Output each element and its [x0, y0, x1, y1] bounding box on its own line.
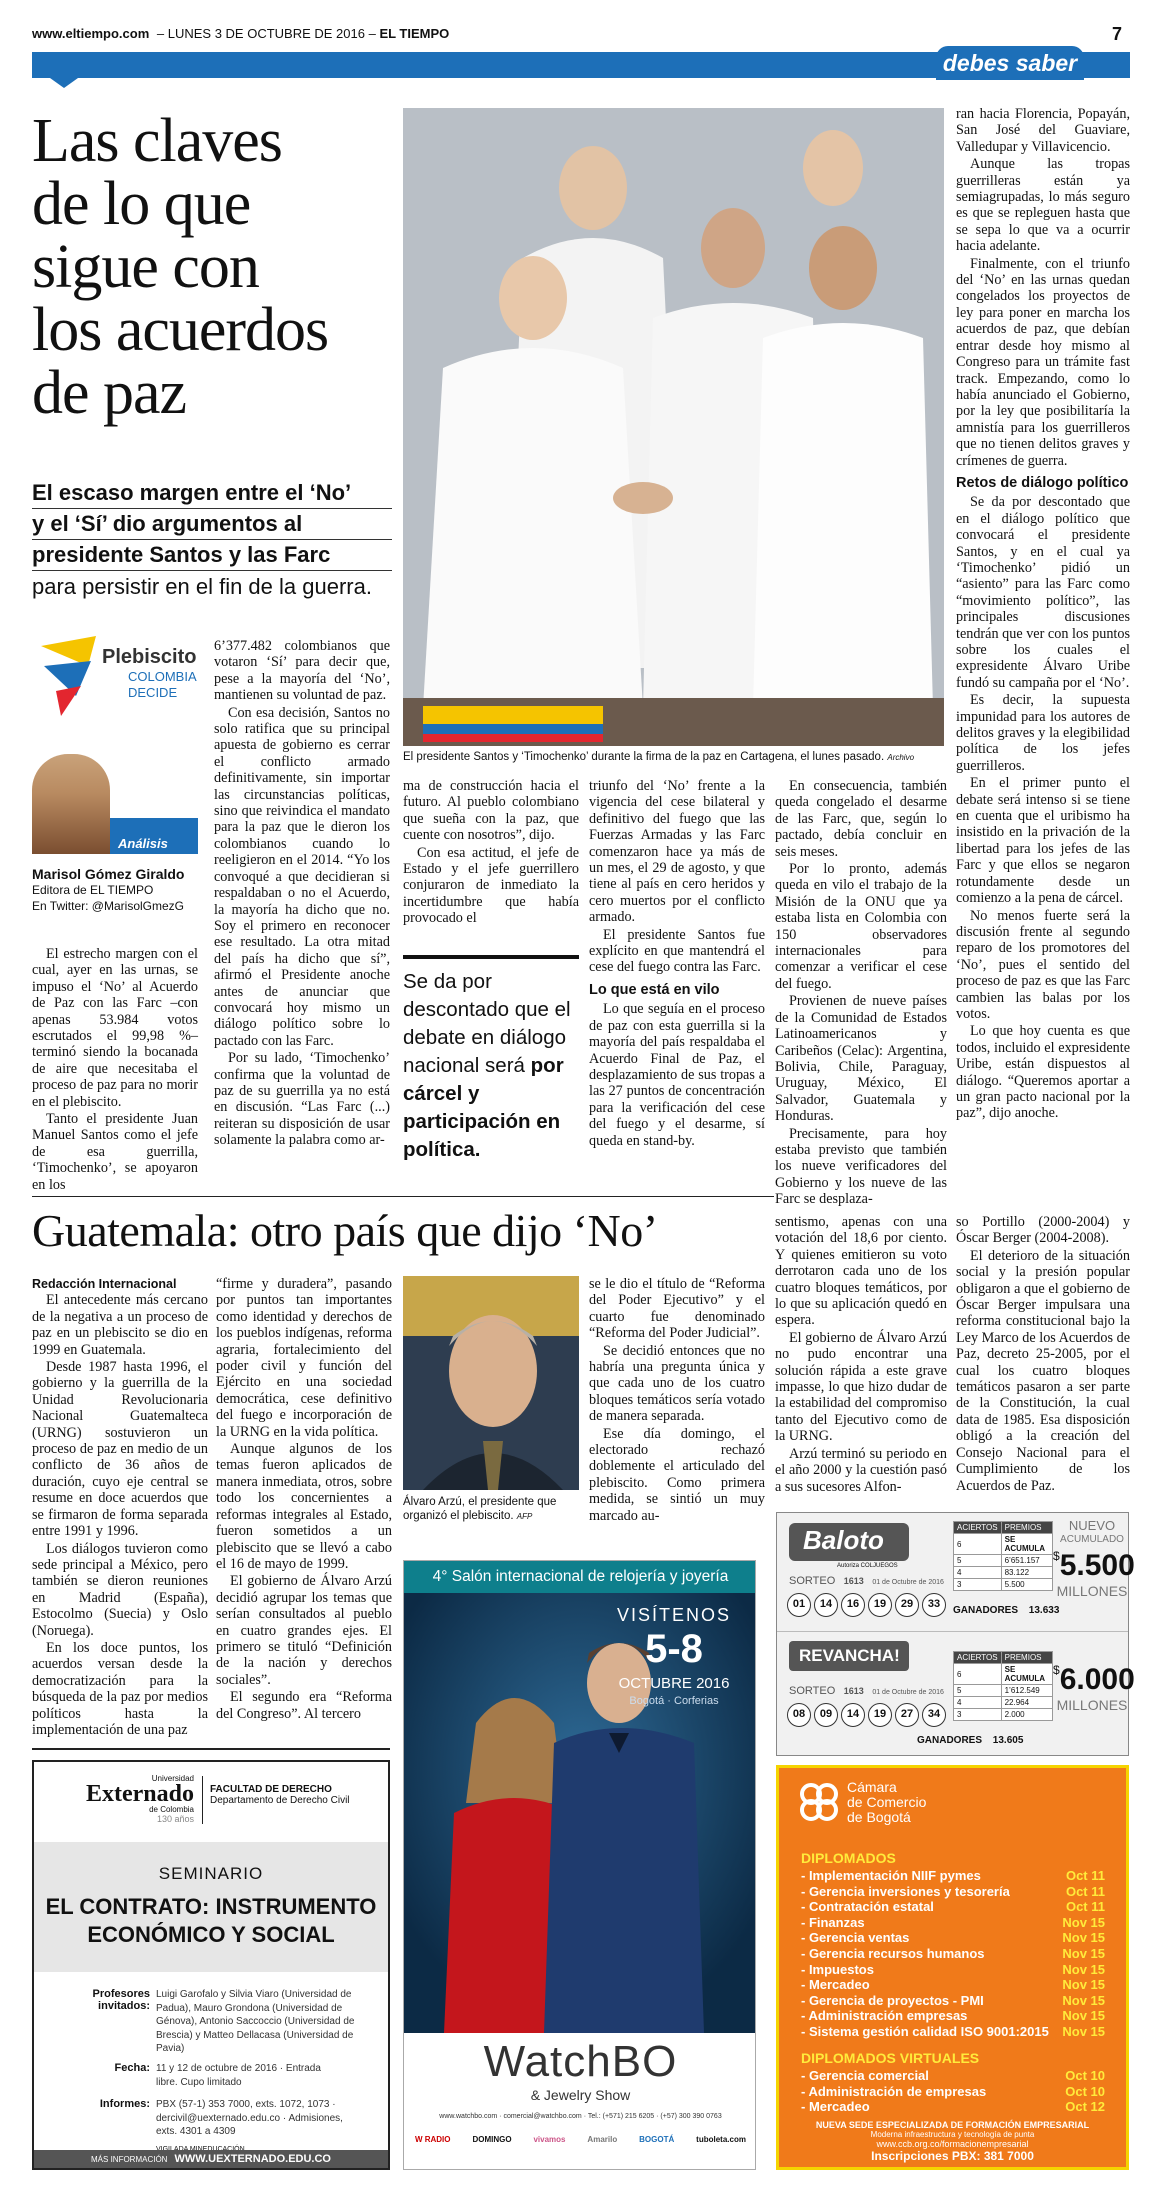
- lotto-ball: 19: [868, 1703, 892, 1727]
- analisis-label: Análisis: [118, 836, 168, 851]
- paragraph: Provienen de nueve países de la Comunidad de Estados Latinoamericanos y Caribeños (Celac): Argentina, Bolivia, Chile, Paraguay, Uruguay, México, El Salvador, Guatemala y Honduras.: [775, 993, 947, 1125]
- lotto-ball: 19: [868, 1593, 892, 1617]
- table-cell: 5: [954, 1685, 1002, 1697]
- author-name: Marisol Gómez Giraldo: [32, 866, 185, 882]
- headline-line: de lo que: [32, 170, 251, 238]
- paragraph: Finalmente, con el triunfo del ‘No’ en las urnas quedan congelados los proyectos de ley para poner en marcha los acuerdos de paz, que debían entrar desde hoy mismo al Congreso para un trámite fast track. Empezando, como lo había anunciado el Gobierno, por la ley que posibilitaría la amnistía para los guerrilleros que no tienen delitos graves y crímenes de guerra.: [956, 255, 1130, 469]
- section-divider: [32, 1196, 774, 1197]
- footer-url[interactable]: WWW.UEXTERNADO.EDU.CO: [174, 2153, 331, 2165]
- course-date: Nov 15: [1062, 1930, 1105, 1946]
- lotto-ball: 14: [841, 1703, 865, 1727]
- revancha-jackpot: [1053, 1663, 1135, 1713]
- logo-divider: [202, 1776, 203, 1824]
- diplomados-list: [779, 1868, 1119, 2040]
- course-date: Nov 15: [1062, 2023, 1105, 2039]
- externado-logo: [74, 1774, 194, 1824]
- baloto-brand: Baloto: [803, 1525, 884, 1555]
- watchbo-dates: 5-8: [645, 1627, 703, 1671]
- guests-text: Luigi Garofalo y Silvia Viaro (Universidad de Padua), Mauro Grondona (Universidad de Génova), Antonio Saccoccio (Universidad de Brescia) y Matteo Dellacasa (Universidad de Pavia): [156, 1989, 355, 2054]
- winners-count: 13.633: [1028, 1605, 1060, 1616]
- revancha-divider: [777, 1631, 1128, 1632]
- course-name: - Gerencia de proyectos - PMI: [801, 1992, 984, 2008]
- section-tab: [936, 46, 1084, 80]
- paragraph: Aunque las tropas guerrilleras están ya semiagrupadas, lo más seguro es que se repleguen hasta que se sepa lo que va a ocurrir hacia adelante.: [956, 156, 1130, 255]
- revancha-sorteo: [789, 1685, 944, 1697]
- guatemala-col-1: [32, 1276, 208, 1739]
- paragraph: El deterioro de la situación social y la presión popular obligaron a que el gobierno de Óscar Berger impulsara una reforma constitucional bajo la Ley Marco de los Acuerdos de Paz, decreto 25-2005, por el cual los cuatro bloques temáticos pasaron a ser parte de la Constitución, la cual data de 1985. Esa disposición obligó a la creación del Consejo Nacional para el Cumplimiento de los Acuerdos de Paz.: [956, 1247, 1130, 1494]
- sorteo-num: 1613: [843, 1686, 864, 1696]
- baloto-balls: [787, 1593, 949, 1617]
- ccb-name-1: Cámara: [847, 1779, 897, 1795]
- paragraph: Se da por descontado que en el diálogo político que convocará el presidente Santos, y en el cual ya ‘Timochenko’ pidió un “asiento” para las Farc como “movimiento político”, las principales discusiones tendrán que ver con los puntos sobre los cuales el expresidente Álvaro Uribe fundó su campaña por el ‘No’.: [956, 494, 1130, 691]
- winners-label: GANADORES: [917, 1735, 983, 1746]
- watchbo-contact[interactable]: www.watchbo.com · comercial@watchbo.com · Tel.: (+571) 215 6205 · (+57) 300 390 0763: [439, 2113, 722, 2120]
- headline-line: Las claves: [32, 107, 282, 175]
- article-col-1: [32, 946, 198, 1194]
- lotto-ball: 29: [895, 1593, 919, 1617]
- paragraph: En los doce puntos, los acuerdos versan desde la democratización para la búsqueda de la paz por medios políticos hasta la implementación de una paz: [32, 1639, 208, 1738]
- paragraph: Es decir, la supuesta impunidad para los autores de delitos graves y la elegibilidad política de los jefes guerrilleros.: [956, 692, 1130, 774]
- course-name: - Administración empresas: [801, 2008, 968, 2024]
- baloto-ad[interactable]: [776, 1512, 1135, 1756]
- paragraph: El estrecho margen con el cual, ayer en las urnas, se impuso el ‘No’ al Acuerdo de Paz con las Farc –con apenas 53.984 votos escrutados el 99,98 %– terminó siendo la bocanada de aire que necesitaba el proceso de paz para no morir en el plebiscito.: [32, 946, 198, 1110]
- article-col-5: [775, 778, 947, 1209]
- arzu-photo: [403, 1276, 579, 1490]
- course-date: Oct 10: [1065, 2083, 1105, 2099]
- ccb-footer-2: Moderna infraestructura y tecnología de punta: [870, 2130, 1035, 2139]
- seminar-title-2: ECONÓMICO Y SOCIAL: [87, 1922, 335, 1947]
- list-item[interactable]: [779, 1915, 1119, 1931]
- list-item[interactable]: [779, 1962, 1119, 1978]
- list-item[interactable]: [779, 2068, 1119, 2084]
- plebiscito-line2: DECIDE: [128, 685, 178, 700]
- table-cell: 6: [954, 1664, 1002, 1685]
- course-date: Oct 11: [1065, 1883, 1105, 1899]
- lotto-ball: 34: [922, 1703, 946, 1727]
- byline: Redacción Internacional: [32, 1277, 177, 1291]
- sorteo-num: 1613: [843, 1576, 864, 1586]
- revancha-brand: REVANCHA!: [799, 1646, 900, 1665]
- paragraph: ran hacia Florencia, Popayán, San José del Guaviare, Valledupar y Villavicencio.: [956, 106, 1130, 155]
- table-cell: 2.000: [1001, 1709, 1052, 1721]
- deck-line: El escaso margen entre el ‘No’: [32, 478, 392, 509]
- course-date: Nov 15: [1062, 1992, 1105, 2008]
- jackpot-currency: $: [1053, 1549, 1060, 1563]
- course-date: Nov 15: [1062, 1945, 1105, 1961]
- course-name: - Gerencia recursos humanos: [801, 1945, 985, 1961]
- paper-name: EL TIEMPO: [379, 26, 450, 41]
- section-name: debes saber: [942, 50, 1078, 76]
- table-cell: 5.500: [1001, 1579, 1052, 1591]
- deck-line: y el ‘Sí’ dio argumentos al: [32, 509, 392, 540]
- arzu-caption: [403, 1495, 579, 1524]
- course-name: - Finanzas: [801, 1914, 865, 1930]
- sorteo-date: 01 de Octubre de 2016: [872, 1689, 944, 1696]
- course-name: - Sistema gestión calidad ISO 9001:2015: [801, 2023, 1049, 2039]
- watchbo-month: OCTUBRE 2016: [618, 1675, 730, 1692]
- watchbo-visit: VISÍTENOS: [616, 1605, 732, 1625]
- table-cell: 1’612.549: [1001, 1685, 1052, 1697]
- list-item[interactable]: [779, 1899, 1119, 1915]
- paragraph: El segundo era “Reforma del Congreso”. Al tercero: [216, 1689, 392, 1722]
- logo-sub: de Colombia: [149, 1805, 194, 1814]
- info-text: PBX (57-1) 353 7000, exts. 1072, 1073 · dercivil@uexternado.edu.co · Admisiones, exts. 4301 a 4309: [156, 2099, 343, 2137]
- article-col-3: [403, 778, 579, 928]
- course-name: - Administración de empresas: [801, 2083, 987, 2099]
- sponsor-logo: W RADIO: [414, 2135, 451, 2144]
- paragraph: Desde 1987 hasta 1996, el gobierno y la guerrilla de la Unidad Revolucionaria Nacional Guatemalteca (URNG) sostuvieron un proceso de paz en medio de un conflicto de 36 años de duración, cuyo eje central se resume en doce acuerdos que se firmaron de forma separada entre 1991 y 1996.: [32, 1359, 208, 1540]
- paragraph: triunfo del ‘No’ frente a la vigencia del cese bilateral y definitivo del fuego que las Fuerzas Armadas y las Farc comenzaron hace ya más de un mes, el 29 de agosto, y que tiene al país en cero heridos y cero muertos por el conflicto armado.: [589, 778, 765, 926]
- plebiscito-title: Plebiscito: [102, 646, 197, 668]
- baloto-authorized: Autoriza COLJUEGOS: [837, 1563, 898, 1569]
- course-name: - Implementación NIIF pymes: [801, 1868, 981, 1883]
- revancha-logo: [789, 1641, 909, 1671]
- subhead: Lo que está en vilo: [589, 981, 720, 998]
- ccb-footer-1: NUEVA SEDE ESPECIALIZADA DE FORMACIÓN EMPRESARIAL: [815, 2120, 1090, 2130]
- date-text: 11 y 12 de octubre de 2016 · Entrada libre. Cupo limitado: [156, 2063, 321, 2088]
- paragraph: se le dio el título de “Reforma del Poder Ejecutivo” y el cuarto fue denominado “Reforma del Poder Judicial”.: [589, 1276, 765, 1342]
- ccb-name-3: de Bogotá: [847, 1809, 911, 1825]
- table-cell: 5: [954, 1555, 1002, 1567]
- list-item[interactable]: [779, 2084, 1119, 2100]
- baloto-jackpot-label: [1057, 1519, 1127, 1547]
- list-item[interactable]: [779, 2099, 1119, 2115]
- sponsor-logo: Amarilo: [587, 2135, 618, 2144]
- course-name: - Mercadeo: [801, 1977, 870, 1993]
- headline-line: los acuerdos: [32, 296, 329, 364]
- faculty-block: [210, 1784, 350, 1806]
- section-bar-notch: [50, 78, 78, 88]
- paragraph: Tanto el presidente Juan Manuel Santos como el jefe de esa guerrilla, ‘Timochenko’, se apoyaron en los: [32, 1111, 198, 1193]
- deck-line-light: para persistir en el fin de la guerra.: [32, 574, 372, 599]
- main-headline: [32, 107, 392, 427]
- guatemala-col-2: [216, 1276, 392, 1723]
- deck-line: presidente Santos y las Farc: [32, 540, 392, 571]
- paragraph: so Portillo (2000-2004) y Óscar Berger (2004-2008).: [956, 1214, 1130, 1247]
- course-name: - Mercadeo: [801, 2099, 870, 2115]
- table-cell: SE ACUMULA: [1001, 1534, 1052, 1555]
- paragraph: Con esa actitud, el jefe de Estado y el jefe guerrillero conjuraron de inmediato la incertidumbre que había provocado el: [403, 844, 579, 927]
- ccb-name-2: de Comercio: [847, 1794, 927, 1810]
- virtual-title: DIPLOMADOS VIRTUALES: [801, 2050, 980, 2066]
- plebiscito-logo: [36, 632, 206, 722]
- list-item[interactable]: [779, 1946, 1119, 1962]
- table-header: ACIERTOS: [954, 1522, 1002, 1534]
- list-item[interactable]: [779, 1993, 1119, 2009]
- guatemala-col-3: [589, 1276, 765, 1525]
- ccb-logo-icon: [799, 1780, 839, 1824]
- plebiscito-line1: COLOMBIA: [128, 669, 197, 684]
- course-date: Oct 12: [1065, 2099, 1105, 2115]
- paragraph: Aunque algunos de los temas fueron aplicados de manera inmediata, otros, sobre todo los concernientes a reformas integrales al Estado, fueron sometidos a un plebiscito que se llevó a cabo el 16 de mayo de 1999.: [216, 1441, 392, 1572]
- externado-ad[interactable]: [32, 1760, 390, 2170]
- deck: [32, 478, 392, 603]
- paragraph: 6’377.482 colombianos que votaron ‘Sí’ para decir que, pese a la mayoría del ‘No’, mantienen su voluntad de paz.: [214, 638, 390, 704]
- baloto-winners: [953, 1605, 1059, 1616]
- course-name: - Gerencia comercial: [801, 2068, 929, 2083]
- paragraph: Con esa decisión, Santos no solo ratifica que su principal apuesta de gobierno es cerrar el conflicto armado definitivamente, sin importar las circunstancias políticas, sino que reivindica el mandato para la paz que le dieron los colombianos cuando lo reeligieron en el 2014. “Yo los convoqué a que decidieran si respaldaban o no el Acuerdo, la mayoría ha dicho que no. Soy el primero en reconocer ese resultado. La otra mitad del país ha dicho que sí”, afirmó el Presidente anoche antes de anunciar que convocará hoy mismo un diálogo político sobre lo pactado con las Farc.: [214, 704, 390, 1049]
- info-label: Informes:: [99, 2098, 150, 2110]
- course-name: - Contratación estatal: [801, 1899, 934, 1915]
- lotto-ball: 01: [787, 1593, 811, 1617]
- lotto-ball: 16: [841, 1593, 865, 1617]
- winners-count: 13.605: [992, 1735, 1024, 1746]
- paragraph: Por su lado, ‘Timochenko’ confirma que la voluntad de paz de su guerrilla ya no está en discusión. “Las Farc (...) reiteran su disposición de usar solamente la palabra como ar-: [214, 1050, 390, 1149]
- guatemala-col-5: [956, 1214, 1130, 1495]
- department: Departamento de Derecho Civil: [210, 1795, 350, 1806]
- course-date: Nov 15: [1062, 1961, 1105, 1977]
- seminar-kicker: SEMINARIO: [158, 1864, 264, 1883]
- author-photo: [32, 754, 110, 854]
- page-number: 7: [1112, 24, 1123, 44]
- main-photo-caption: [403, 751, 944, 763]
- revancha-table: [953, 1651, 1053, 1721]
- table-cell: 83.122: [1001, 1567, 1052, 1579]
- sponsor-logo: BOGOTÁ: [639, 2135, 675, 2144]
- ccb-footer-3[interactable]: www.ccb.org.co/formacionempresarial: [876, 2139, 1029, 2149]
- baloto-logo: [789, 1523, 909, 1561]
- list-item[interactable]: [779, 1868, 1119, 1884]
- course-date: Oct 11: [1065, 1899, 1105, 1915]
- sponsor-logo: DOMINGO: [472, 2135, 512, 2144]
- site-url[interactable]: www.eltiempo.com: [32, 26, 150, 41]
- table-cell: 3: [954, 1709, 1002, 1721]
- table-cell: 6’651.157: [1001, 1555, 1052, 1567]
- sorteo-label: SORTEO: [789, 1685, 836, 1697]
- guests-label: Profesores invitados:: [92, 1988, 150, 2012]
- course-date: Oct 11: [1065, 1868, 1105, 1883]
- subhead: Retos de diálogo político: [956, 474, 1129, 491]
- winners-label: GANADORES: [953, 1605, 1019, 1616]
- sponsor-logo: vivamos: [533, 2135, 566, 2144]
- watchbo-banner: 4° Salón internacional de relojería y joyería: [404, 1561, 756, 1593]
- sorteo-label: SORTEO: [789, 1575, 836, 1587]
- paragraph: El antecedente más cercano de la negativa a un proceso de paz en un plebiscito se dio en 1999 en Guatemala.: [32, 1292, 208, 1358]
- course-name: - Gerencia inversiones y tesorería: [801, 1883, 1010, 1899]
- list-item[interactable]: [779, 2008, 1119, 2024]
- headline-line: sigue con: [32, 233, 259, 301]
- jackpot-currency: $: [1053, 1663, 1060, 1677]
- paragraph: Se decidió entonces que no habría una pregunta única y que cada uno de los cuatro bloques temáticos sería votado de manera separada.: [589, 1342, 765, 1425]
- table-cell: 4: [954, 1697, 1002, 1709]
- table-header: PREMIOS: [1001, 1522, 1052, 1534]
- course-name: - Impuestos: [801, 1961, 874, 1977]
- logo-main: Externado: [86, 1781, 194, 1807]
- watchbo-ad[interactable]: [403, 1560, 756, 2170]
- list-item[interactable]: [779, 2024, 1119, 2040]
- logo-top: Universidad: [151, 1774, 194, 1783]
- paragraph: Por lo pronto, además queda en vilo el trabajo de la Misión de la ONU que ya estaba lista en Colombia con 150 observadores internacionales para comenzar a verificar el cese del fuego.: [775, 861, 947, 992]
- footer-label: MÁS INFORMACIÓN: [91, 2155, 168, 2164]
- paragraph: Lo que hoy cuenta es que todos, incluido el expresidente Uribe, están dispuestos al diálogo. “Queremos aportar a un gran pacto nacional por la paz”, dijo anoche.: [956, 1023, 1130, 1122]
- author-role: Editora de EL TIEMPO: [32, 883, 154, 897]
- main-photo: [403, 108, 944, 746]
- headline-line: de paz: [32, 359, 187, 427]
- list-item[interactable]: [779, 1930, 1119, 1946]
- dateline: – LUNES 3 DE OCTUBRE DE 2016 –: [156, 26, 376, 41]
- article-col-2: [214, 638, 390, 1150]
- paragraph: En consecuencia, también queda congelado el desarme de las Farc, que, según lo pactado, debía concluir en seis meses.: [775, 778, 947, 860]
- lotto-ball: 33: [922, 1593, 946, 1617]
- article-col-6: [956, 106, 1130, 1123]
- date-label: Fecha:: [114, 2062, 150, 2074]
- paragraph: Los diálogos tuvieron como sede principal a México, pero también se dieron reuniones en Madrid (España), Estocolmo (Suecia) y Oslo (Noruega).: [32, 1540, 208, 1639]
- course-date: Nov 15: [1062, 2008, 1105, 2024]
- jackpot-unit: MILLONES: [1056, 1583, 1128, 1599]
- jackpot-label-1: NUEVO: [1068, 1518, 1116, 1533]
- ccb-name: [847, 1780, 926, 1825]
- revancha-balls: [787, 1703, 949, 1727]
- paragraph: ma de construcción hacia el futuro. Al pueblo colombiano que sueña con la paz, que cuente con nosotros”, dijo.: [403, 778, 579, 844]
- jackpot-amount: 5.500: [1059, 1549, 1135, 1582]
- watchbo-brand: WatchBO: [483, 2037, 678, 2086]
- table-header: ACIERTOS: [954, 1652, 1002, 1664]
- caption-credit: AFP: [516, 1512, 533, 1521]
- course-date: Nov 15: [1062, 1914, 1105, 1930]
- sorteo-date: 01 de Octubre de 2016: [872, 1579, 944, 1586]
- caption-text: El presidente Santos y ‘Timochenko’ durante la firma de la paz en Cartagena, el lunes pasado.: [403, 751, 885, 763]
- course-date: Nov 15: [1062, 1977, 1105, 1993]
- lotto-ball: 09: [814, 1703, 838, 1727]
- lotto-ball: 14: [814, 1593, 838, 1617]
- paragraph: El gobierno de Álvaro Arzú no pudo encontrar una solución rápida a este grave impasse, lo que hizo dudar de la estabilidad del compromiso tanto del Ejecutivo como de la URNG.: [775, 1329, 947, 1445]
- table-cell: 4: [954, 1567, 1002, 1579]
- jackpot-amount: 6.000: [1059, 1663, 1135, 1696]
- colombia-flag-icon: [36, 636, 106, 716]
- jackpot-label-2: ACUMULADO: [1060, 1534, 1124, 1545]
- logo-years: 130 años: [156, 1814, 194, 1824]
- guatemala-col-4: [775, 1214, 947, 1496]
- list-item[interactable]: [779, 1884, 1119, 1900]
- list-item[interactable]: [779, 1977, 1119, 1993]
- course-name: - Gerencia ventas: [801, 1930, 910, 1946]
- sponsor-logo: tuboleta.com: [696, 2135, 746, 2144]
- jackpot-unit: MILLONES: [1056, 1697, 1128, 1713]
- lotto-ball: 27: [895, 1703, 919, 1727]
- virtual-list: [779, 2068, 1119, 2115]
- paragraph: Arzú terminó su periodo en el año 2000 y la cuestión pasó a sus sucesores Alfon-: [775, 1445, 947, 1495]
- handshake-photo-illustration: [403, 108, 944, 746]
- pull-quote-rule: [403, 955, 579, 959]
- pull-quote: [403, 968, 579, 1164]
- diplomados-title: DIPLOMADOS: [801, 1850, 896, 1866]
- paragraph: Precisamente, para hoy estaba previsto que también los nueve verificadores del Gobierno y los nueve de las Farc se desplaza-: [775, 1125, 947, 1208]
- lotto-ball: 08: [787, 1703, 811, 1727]
- ccb-footer: [779, 2120, 1126, 2163]
- table-cell: SE ACUMULA: [1001, 1664, 1052, 1685]
- baloto-jackpot: [1053, 1549, 1135, 1599]
- paragraph: El presidente Santos fue explícito en que mantendrá el cese del fuego contra las Farc.: [589, 926, 765, 976]
- watchbo-place: Bogotá · Corferias: [629, 1695, 719, 1707]
- ccb-footer-4: Inscripciones PBX: 381 7000: [871, 2149, 1034, 2163]
- table-cell: 22.964: [1001, 1697, 1052, 1709]
- ccb-logo: [799, 1780, 1099, 1828]
- caption-text: Álvaro Arzú, el presidente que organizó el plebiscito.: [403, 1496, 557, 1522]
- pull-quote-normal: Se da por descontado que el debate en diálogo nacional será: [403, 970, 571, 1077]
- guatemala-headline: Guatemala: otro país que dijo ‘No’: [32, 1205, 658, 1256]
- externado-footer[interactable]: [34, 2150, 388, 2168]
- table-cell: 6: [954, 1534, 1002, 1555]
- seminar-title-1: EL CONTRATO: INSTRUMENTO: [45, 1894, 377, 1919]
- paragraph: En el primer punto el debate será intenso si se tiene en cuenta que el uribismo ha insistido en la privación de la libertad para los jefes de las Farc y que ellos se negaron rotundamente desde un comienzo a la pena de cárcel.: [956, 775, 1130, 907]
- baloto-table: [953, 1521, 1053, 1591]
- paragraph: No menos fuerte será la discusión frente al segundo reparo de los promotores del ‘No’, pues el sentido del proceso de paz es que las Farc cambien las balas por los votos.: [956, 907, 1130, 1022]
- paragraph: Ese día domingo, el electorado rechazó doblemente el articulado del plebiscito. Como primera medida, se sintió un muy marcado au-: [589, 1425, 765, 1524]
- baloto-sorteo: [789, 1575, 944, 1587]
- paragraph: “firme y duradera”, pasando por puntos tan importantes como identidad y derechos de los pueblos indígenas, reforma agraria, fortalecimiento del poder civil y función del Ejército en una sociedad democrática, cese definitivo del fuego e incorporación de la URNG en la vida política.: [216, 1276, 392, 1440]
- revancha-winners: [917, 1735, 1023, 1746]
- portrait-illustration: [403, 1276, 579, 1490]
- paragraph: sentismo, apenas con una votación del 18,6 por ciento. Y quienes emitieron su voto derrotaron cada uno de los cuatro bloques temáticos, por lo que su aplicación quedó en espera.: [775, 1214, 947, 1329]
- paragraph: Lo que seguía en el proceso de paz con esta guerrilla si la mayoría del país respaldaba el Acuerdo Final de Paz, el desplazamiento de sus tropas a las 27 puntos de concentración para la verificación del cese del fuego y el desarme, sí queda en stand-by.: [589, 1001, 765, 1149]
- faculty: FACULTAD DE DERECHO: [210, 1784, 332, 1795]
- course-date: Oct 10: [1065, 2068, 1105, 2083]
- table-cell: 3: [954, 1579, 1002, 1591]
- ccb-ad[interactable]: [776, 1765, 1129, 2170]
- page-header: [32, 26, 1132, 42]
- watchbo-brand-sub: & Jewelry Show: [530, 2087, 631, 2103]
- watchbo-sponsors: [404, 2135, 756, 2144]
- caption-credit: Archivo: [887, 753, 915, 762]
- table-header: PREMIOS: [1001, 1652, 1052, 1664]
- author-twitter[interactable]: En Twitter: @MarisolGmezG: [32, 899, 184, 913]
- paragraph: El gobierno de Álvaro Arzú decidió agrupar los temas que serían consultados al pueblo en cuatro grandes ejes. El primero se tituló “Definición de la nación y derechos sociales”.: [216, 1573, 392, 1688]
- pull-quote-bold: por cárcel y participación en política.: [403, 1054, 564, 1161]
- divider-above-ads: [32, 1748, 390, 1750]
- article-col-4: [589, 778, 765, 1150]
